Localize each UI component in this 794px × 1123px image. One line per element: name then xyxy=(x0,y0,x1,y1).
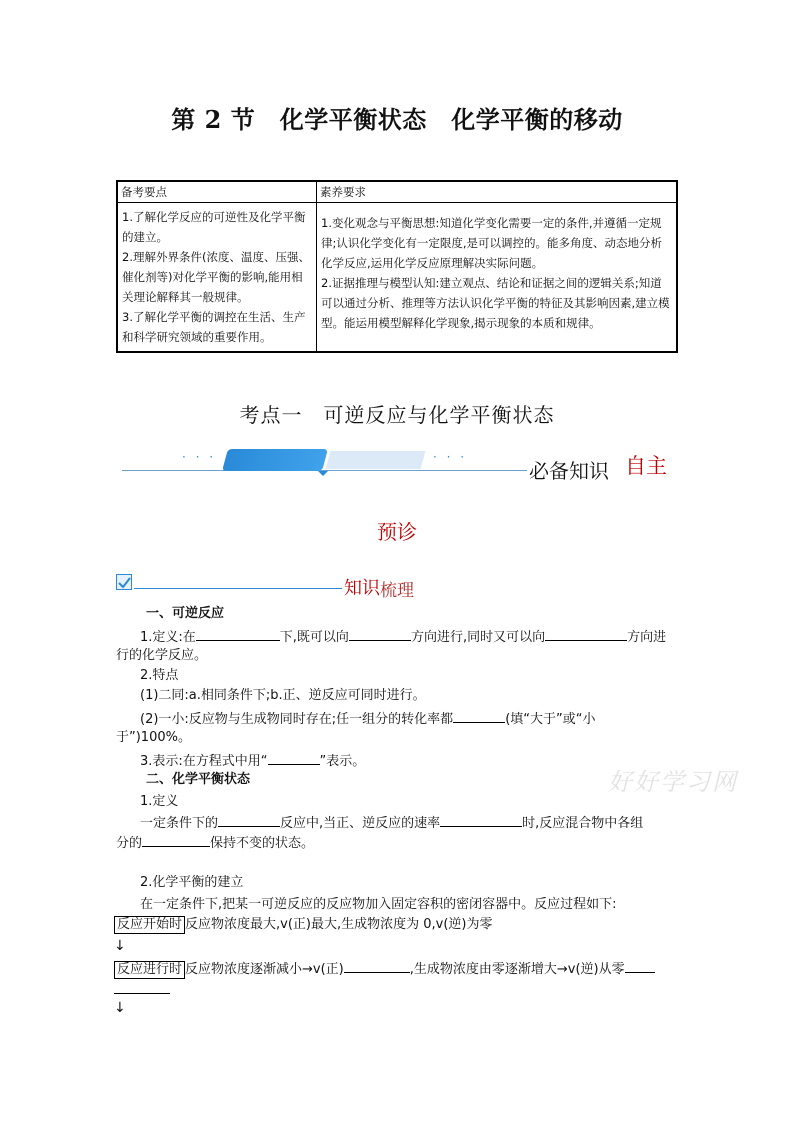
left-item: 3.了解化学平衡的调控在生活、生产和科学研究领域的重要作用。 xyxy=(122,310,306,344)
para-eq-definition xyxy=(140,812,643,834)
text-segment: 反应物浓度逐渐减小→v(正) xyxy=(185,962,344,977)
knowledge-sub-label: 梳理 xyxy=(380,581,414,601)
requirements-table xyxy=(116,180,678,353)
para-establishment: 2.化学平衡的建立 xyxy=(140,875,244,890)
banner-label-preview: 预诊 xyxy=(377,520,417,544)
banner-light-block xyxy=(326,451,426,469)
text-segment: 方向进 xyxy=(627,630,667,645)
fill-blank xyxy=(440,812,522,827)
table-header-right: 素养要求 xyxy=(317,181,678,203)
down-arrow-icon: ↓ xyxy=(114,938,126,954)
banner-label-self: 自主 xyxy=(625,454,667,478)
heading-equilibrium: 二、化学平衡状态 xyxy=(146,772,251,787)
text-segment: 下,既可以向 xyxy=(279,630,349,645)
para-start-state xyxy=(114,915,493,935)
text-segment: 时,反应混合物中各组 xyxy=(522,816,644,831)
fill-blank xyxy=(114,993,170,994)
fill-blank xyxy=(545,626,627,641)
banner-blue-block xyxy=(222,449,328,471)
text-segment: (填“大于”或“小 xyxy=(505,712,596,727)
table-cell-left xyxy=(117,203,317,353)
title-topic-2: 化学平衡的移动 xyxy=(451,105,623,134)
fill-blank xyxy=(196,626,280,641)
text-segment: 1.定义:在 xyxy=(140,630,196,645)
fill-blank xyxy=(625,958,655,973)
banner-label-essential: 必备知识 xyxy=(529,459,609,483)
para-representation xyxy=(140,750,365,772)
text-segment: 方向进行,同时又可以向 xyxy=(410,630,546,645)
left-item: 1.了解化学反应的可逆性及化学平衡的建立。 xyxy=(122,210,306,244)
banner-dots-left: · · · xyxy=(182,450,217,464)
text-segment: ”表示。 xyxy=(319,754,366,769)
para-definition xyxy=(140,626,666,648)
text-segment: 反应中,当正、逆反应的速率 xyxy=(280,816,441,831)
banner-pointer-icon xyxy=(318,471,328,476)
text-segment: 3.表示:在方程式中用“ xyxy=(140,754,268,769)
fill-blank xyxy=(142,832,210,847)
text-segment: 保持不变的状态。 xyxy=(210,836,315,851)
text-segment: 分的 xyxy=(116,836,143,851)
checkbox-icon xyxy=(116,574,132,590)
text-segment: 反应物浓度最大,v(正)最大,生成物浓度为 0,v(逆)为零 xyxy=(185,917,493,932)
knowledge-label: 知识 xyxy=(344,578,380,599)
fill-blank xyxy=(268,750,320,765)
box-progress-label: 反应进行时 xyxy=(114,961,185,979)
para-definition-2: 1.定义 xyxy=(140,794,179,809)
text-segment: 一定条件下的 xyxy=(140,816,219,831)
watermark-text: 好好学习网 xyxy=(608,768,738,796)
fill-blank xyxy=(218,812,280,827)
fill-blank xyxy=(349,626,411,641)
text-segment: ,生成物浓度由零逐渐增大→v(逆)从零 xyxy=(409,962,625,977)
para-process-intro: 在一定条件下,把某一可逆反应的反应物加入固定容积的密闭容器中。反应过程如下: xyxy=(140,897,617,912)
page-title xyxy=(0,100,794,135)
fill-blank xyxy=(344,958,410,973)
right-item: 2.证据推理与模型认知:建立观点、结论和证据之间的逻辑关系;知道可以通过分析、推理等方法认识化学平衡的特征及其影响因素,建立模型。能运用模型解释化学现象,揭示现象的本质和规律。 xyxy=(321,276,670,330)
title-topic-1: 化学平衡状态 xyxy=(279,105,427,134)
para-one-small-cont: 于”)100%。 xyxy=(116,730,191,745)
table-cell-right xyxy=(317,203,678,353)
para-eq-definition-cont xyxy=(116,832,314,854)
para-features: 2.特点 xyxy=(140,668,179,683)
banner-dots-right: · · · xyxy=(433,450,468,464)
para-progress-state xyxy=(114,958,655,980)
para-one-small xyxy=(140,708,595,730)
para-definition-cont: 行的化学反应。 xyxy=(116,648,208,663)
text-segment: (2)一小:反应物与生成物同时存在;任一组分的转化率都 xyxy=(140,712,454,727)
title-section-number: 第 2 节 xyxy=(171,105,256,134)
left-item: 2.理解外界条件(浓度、温度、压强、催化剂等)对化学平衡的影响,能用相关理论解释其一般规律。 xyxy=(122,250,310,304)
fill-blank xyxy=(453,708,505,723)
heading-reversible: 一、可逆反应 xyxy=(146,606,225,621)
down-arrow-icon: ↓ xyxy=(114,1000,126,1016)
box-start-label: 反应开始时 xyxy=(114,916,185,934)
right-item: 1.变化观念与平衡思想:知道化学变化需要一定的条件,并遵循一定规律;认识化学变化有一定限度,是可以调控的。能多角度、动态地分析化学反应,运用化学反应原理解决实际问题。 xyxy=(321,216,663,270)
table-header-left: 备考要点 xyxy=(117,181,317,203)
para-two-same: (1)二同:a.相同条件下;b.正、逆反应可同时进行。 xyxy=(140,688,426,703)
knowledge-underline xyxy=(134,588,342,589)
section-title: 考点一 可逆反应与化学平衡状态 xyxy=(239,403,555,427)
